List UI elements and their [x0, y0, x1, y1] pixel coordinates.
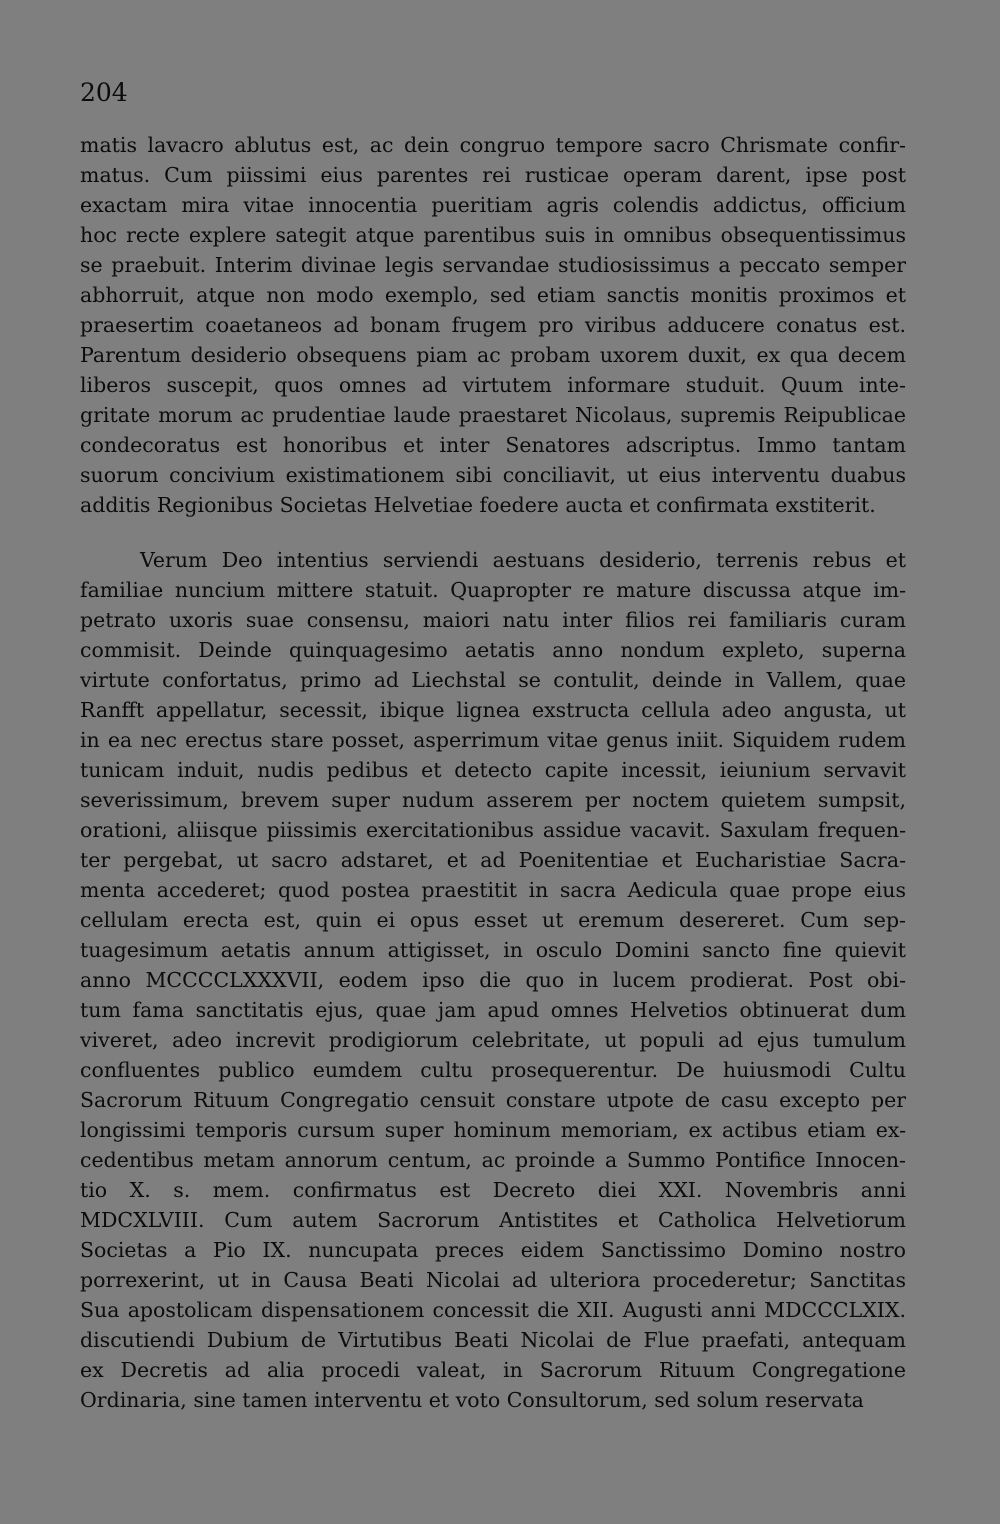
text-line: exactam mira vitae innocentia pueritiam agris colendis addictus, officium	[80, 193, 906, 217]
text-line: anno MCCCCLXXXVII, eodem ipso die quo in lucem prodierat. Post obi-	[80, 968, 906, 992]
text-line: commisit. Deinde quinquagesimo aetatis anno nondum expleto, superna	[80, 638, 906, 662]
text-line: ex Decretis ad alia procedi valeat, in Sacrorum Rituum Congregatione	[80, 1358, 906, 1382]
text-line: cellulam erecta est, quin ei opus esset ut eremum desereret. Cum sep-	[80, 908, 906, 932]
text-line: ter pergebat, ut sacro adstaret, et ad Poenitentiae et Eucharistiae Sacra-	[80, 848, 906, 872]
text-line: tuagesimum aetatis annum attigisset, in osculo Domini sancto fine quievit	[80, 938, 906, 962]
paragraph-2	[80, 545, 906, 1415]
text-line: Societas a Pio IX. nuncupata preces eidem Sanctissimo Domino nostro	[80, 1238, 906, 1262]
text-line: Ranfft appellatur, secessit, ibique lignea exstructa cellula adeo angusta, ut	[80, 698, 906, 722]
text-line: longissimi temporis cursum super hominum memoriam, ex actibus etiam ex-	[80, 1118, 906, 1142]
text-line: additis Regionibus Societas Helvetiae foedere aucta et confirmata exstiterit.	[80, 493, 876, 517]
text-line: orationi, aliisque piissimis exercitationibus assidue vacavit. Saxulam frequen-	[80, 818, 906, 842]
text-line: matus. Cum piissimi eius parentes rei rusticae operam darent, ipse post	[80, 163, 906, 187]
text-line: tunicam induit, nudis pedibus et detecto capite incessit, ieiunium servavit	[80, 758, 906, 782]
text-line: Verum Deo intentius serviendi aestuans desiderio, terrenis rebus et	[140, 548, 906, 572]
text-line: MDCXLVIII. Cum autem Sacrorum Antistites et Catholica Helvetiorum	[80, 1208, 906, 1232]
text-line: gritate morum ac prudentiae laude praestaret Nicolaus, supremis Reipublicae	[80, 403, 906, 427]
text-line: confluentes publico eumdem cultu prosequerentur. De huiusmodi Cultu	[80, 1058, 906, 1082]
text-line: menta accederet; quod postea praestitit in sacra Aedicula quae prope eius	[80, 878, 906, 902]
text-line: cedentibus metam annorum centum, ac proinde a Summo Pontifice Innocen-	[80, 1148, 906, 1172]
text-line: familiae nuncium mittere statuit. Quapropter re mature discussa atque im-	[80, 578, 906, 602]
text-line: virtute confortatus, primo ad Liechstal se contulit, deinde in Vallem, quae	[80, 668, 906, 692]
text-line: Ordinaria, sine tamen interventu et voto Consultorum, sed solum reservata	[80, 1388, 864, 1412]
text-line: discutiendi Dubium de Virtutibus Beati Nicolai de Flue praefati, antequam	[80, 1328, 906, 1352]
text-line: suorum concivium existimationem sibi conciliavit, ut eius interventu duabus	[80, 463, 906, 487]
paragraph-1	[80, 130, 906, 520]
text-line: Parentum desiderio obsequens piam ac probam uxorem duxit, ex qua decem	[80, 343, 906, 367]
text-line: condecoratus est honoribus et inter Senatores adscriptus. Immo tantam	[80, 433, 906, 457]
text-line: viveret, adeo increvit prodigiorum celebritate, ut populi ad ejus tumulum	[80, 1028, 906, 1052]
text-line: tio X. s. mem. confirmatus est Decreto diei XXI. Novembris anni	[80, 1178, 906, 1202]
text-line: abhorruit, atque non modo exemplo, sed etiam sanctis monitis proximos et	[80, 283, 906, 307]
text-line: liberos suscepit, quos omnes ad virtutem informare studuit. Quum inte-	[80, 373, 906, 397]
text-line: hoc recte explere sategit atque parentibus suis in omnibus obsequentissimus	[80, 223, 906, 247]
text-line: Sua apostolicam dispensationem concessit die XII. Augusti anni MDCCCLXIX.	[80, 1298, 906, 1322]
text-line: tum fama sanctitatis ejus, quae jam apud omnes Helvetios obtinuerat dum	[80, 998, 906, 1022]
text-line: se praebuit. Interim divinae legis servandae studiosissimus a peccato semper	[80, 253, 906, 277]
page-number: 204	[80, 78, 128, 107]
text-line: Sacrorum Rituum Congregatio censuit constare utpote de casu excepto per	[80, 1088, 906, 1112]
text-line: severissimum, brevem super nudum asserem per noctem quietem sumpsit,	[80, 788, 906, 812]
text-line: praesertim coaetaneos ad bonam frugem pro viribus adducere conatus est.	[80, 313, 906, 337]
text-line: in ea nec erectus stare posset, asperrimum vitae genus iniit. Siquidem rudem	[80, 728, 906, 752]
text-line: porrexerint, ut in Causa Beati Nicolai ad ulteriora procederetur; Sanctitas	[80, 1268, 906, 1292]
text-line: petrato uxoris suae consensu, maiori natu inter filios rei familiaris curam	[80, 608, 906, 632]
text-line: matis lavacro ablutus est, ac dein congruo tempore sacro Chrismate confir-	[80, 133, 906, 157]
